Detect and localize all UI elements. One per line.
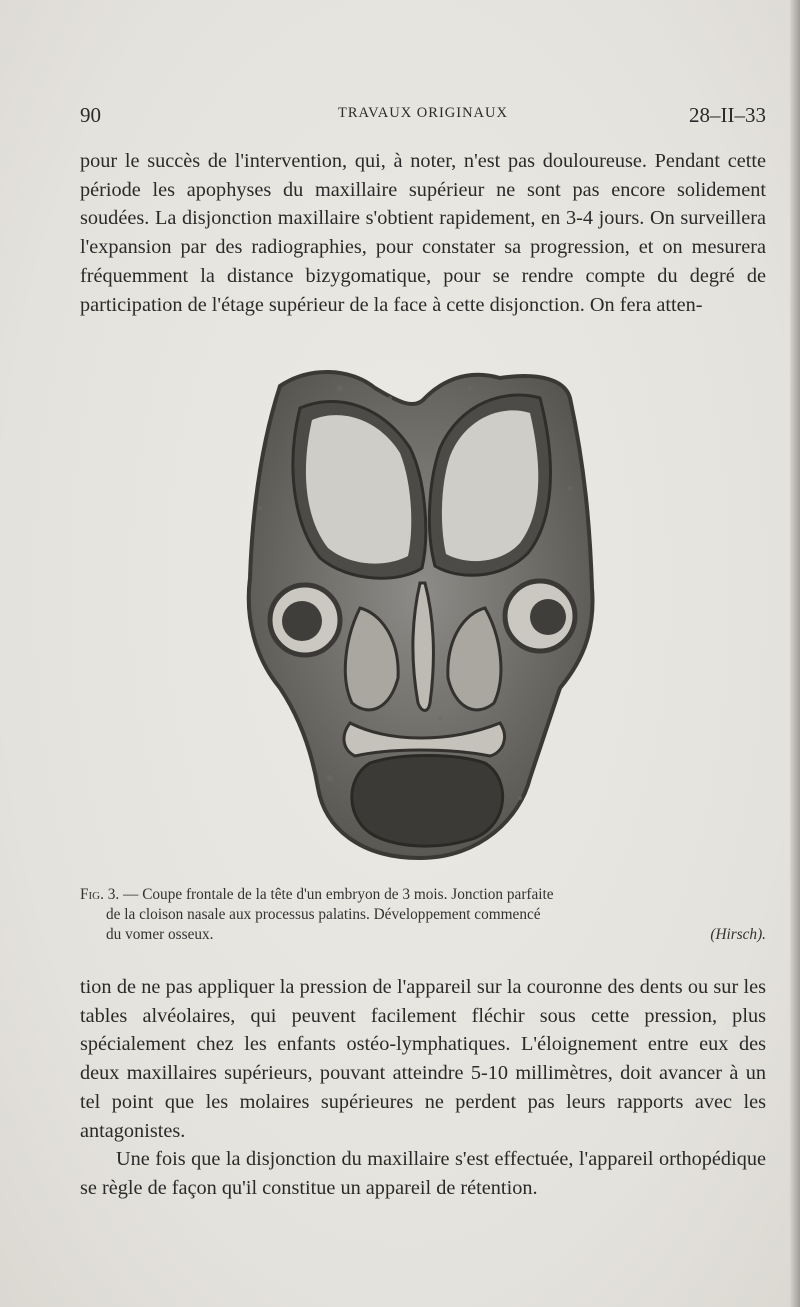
figure-label: Fig. 3. [80, 886, 120, 903]
figure-caption [80, 885, 766, 945]
page-edge-shadow [790, 0, 800, 1307]
embryo-section-figure [240, 358, 600, 863]
paragraph-continuation: pour le succès de l'intervention, qui, à noter, n'est pas douloureuse. Pendant cette période les apophyses du maxillaire supérieur ne sont pas encore solidement soudées. La disjonction maxillaire s'obtient rapidement, en 3-4 jours. On surveillera l'expansion par des radiographies, pour constater sa progression, et on mesurera fréquemment la distance bizygomatique, pour se rendre compte du degré de participation de l'étage supérieur de la face à cette disjonction. On fera atten- [80, 150, 766, 316]
running-header [80, 103, 766, 129]
issue-date: 28–II–33 [689, 103, 766, 127]
caption-text-1: — Coupe frontale de la tête d'un embryon de 3 mois. Jonction parfaite [123, 886, 554, 903]
caption-line-1 [80, 885, 766, 905]
text-block-top [80, 147, 766, 319]
paragraph-2: Une fois que la disjonction du maxillaire s'est effectuée, l'appareil orthopédique se règle de façon qu'il constitue un appareil de rétention. [80, 1148, 766, 1199]
caption-text-3: du vomer osseux. [106, 926, 214, 943]
running-title: TRAVAUX ORIGINAUX [338, 105, 508, 121]
page-number: 90 [80, 103, 101, 127]
caption-line-3 [80, 925, 766, 945]
text-block-bottom [80, 973, 766, 1203]
paragraph-1: tion de ne pas appliquer la pression de l'appareil sur la couronne des dents ou sur les tables alvéolaires, qui peuvent facilement fléchir sous cette pression, plus spécialement chez les enfants ostéo-lymphatiques. L'éloignement entre eux des deux maxillaires supérieurs, pouvant atteindre 5-10 millimètres, doit avancer à un tel point que les molaires supérieures ne perdent pas leurs rapports avec les antagonistes. [80, 976, 766, 1142]
caption-line-2: de la cloison nasale aux processus palatins. Développement commencé [106, 906, 541, 923]
figure-author: (Hirsch). [710, 926, 766, 943]
